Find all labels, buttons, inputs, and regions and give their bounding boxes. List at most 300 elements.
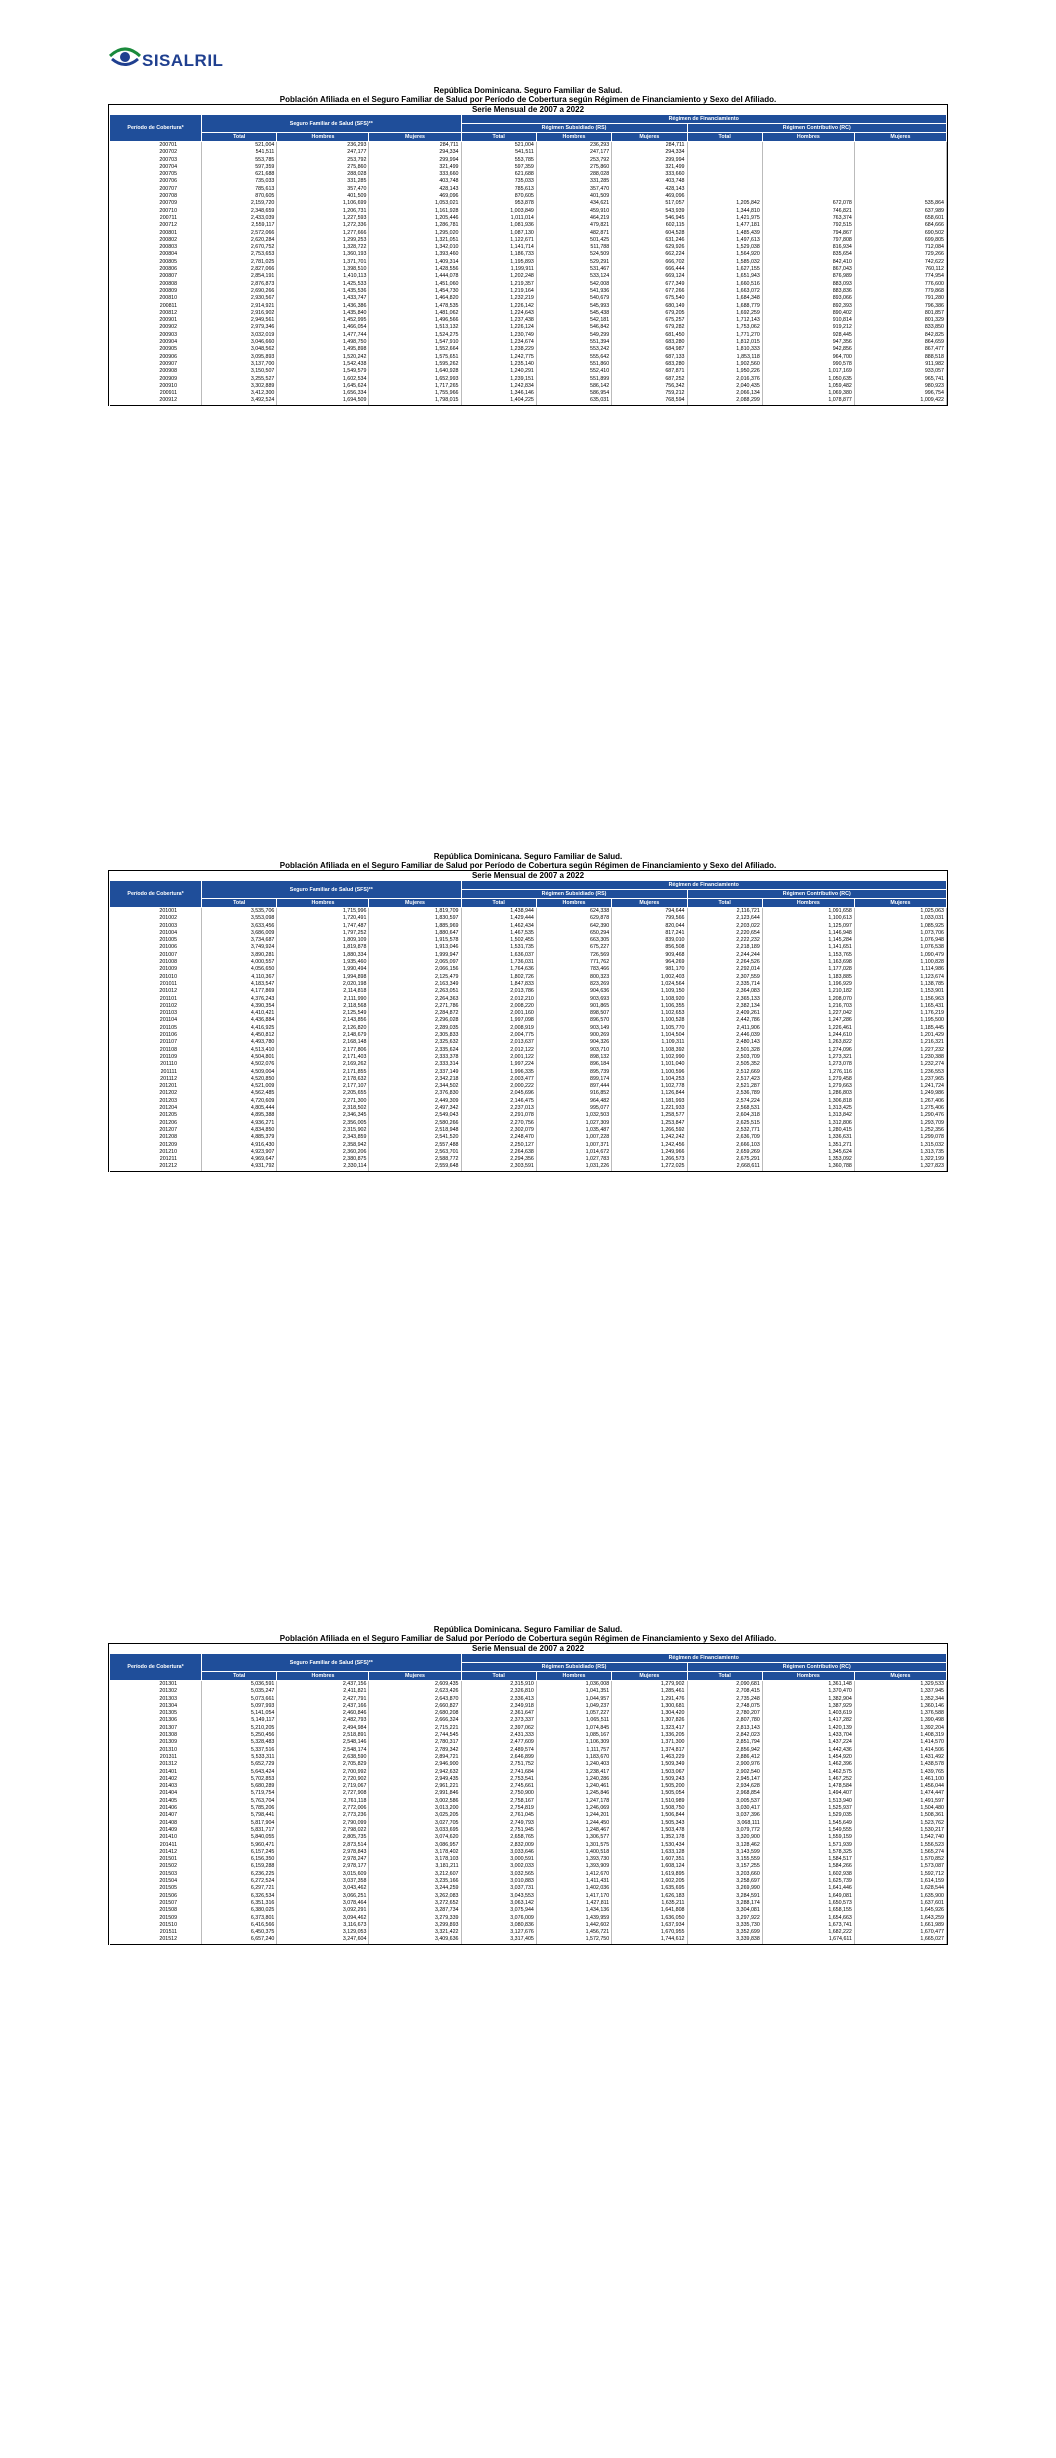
table-row <box>110 222 947 229</box>
value-cell: 1,090,479 <box>854 952 946 959</box>
value-cell: 1,584,266 <box>762 1863 854 1870</box>
value-cell: 2,659,269 <box>687 1149 762 1156</box>
value-cell: 1,456,721 <box>536 1929 611 1936</box>
value-cell: 6,272,524 <box>202 1878 277 1885</box>
value-cell: 771,762 <box>536 959 611 966</box>
value-cell: 776,600 <box>854 281 946 288</box>
table-row <box>110 930 947 937</box>
value-cell: 1,273,078 <box>762 1061 854 1068</box>
header-rc: Régimen Contributivo (RC) <box>687 890 947 899</box>
value-cell: 2,356,005 <box>277 1120 369 1127</box>
value-cell: 5,702,853 <box>202 1776 277 1783</box>
value-cell: 792,515 <box>762 222 854 229</box>
value-cell: 1,279,458 <box>762 1076 854 1083</box>
period-cell: 200902 <box>110 324 202 331</box>
value-cell: 621,688 <box>202 171 277 178</box>
value-cell <box>854 171 946 178</box>
value-cell: 2,271,786 <box>369 1003 461 1010</box>
value-cell: 1,370,470 <box>762 1688 854 1695</box>
value-cell: 1,414,570 <box>854 1739 946 1746</box>
value-cell: 2,360,206 <box>277 1149 369 1156</box>
value-cell: 2,125,549 <box>277 1010 369 1017</box>
value-cell: 1,433,704 <box>762 1732 854 1739</box>
value-cell: 1,312,806 <box>762 1120 854 1127</box>
value-cell: 1,007,228 <box>536 1134 611 1141</box>
value-cell: 1,183,885 <box>762 974 854 981</box>
value-cell: 1,390,498 <box>854 1717 946 1724</box>
value-cell: 2,807,780 <box>687 1717 762 1724</box>
value-cell: 1,291,476 <box>612 1696 687 1703</box>
value-cell: 1,575,651 <box>369 354 461 361</box>
value-cell: 597,359 <box>202 164 277 171</box>
value-cell: 1,571,939 <box>762 1842 854 1849</box>
value-cell: 687,252 <box>612 376 687 383</box>
value-cell: 2,518,948 <box>369 1127 461 1134</box>
value-cell: 876,989 <box>762 273 854 280</box>
value-cell: 2,361,647 <box>461 1710 536 1717</box>
value-cell: 662,224 <box>612 251 687 258</box>
value-cell: 1,286,803 <box>762 1090 854 1097</box>
value-cell: 1,477,181 <box>687 222 762 229</box>
value-cell: 1,478,584 <box>762 1783 854 1790</box>
value-cell: 4,805,444 <box>202 1105 277 1112</box>
value-cell: 542,181 <box>536 317 611 324</box>
value-cell: 1,393,730 <box>536 1856 611 1863</box>
value-cell: 1,286,781 <box>369 222 461 229</box>
value-cell: 3,095,893 <box>202 354 277 361</box>
value-cell: 2,559,648 <box>369 1163 461 1171</box>
value-cell: 1,421,975 <box>687 215 762 222</box>
value-cell: 3,037,731 <box>461 1885 536 1892</box>
value-cell: 898,132 <box>536 1054 611 1061</box>
table-row <box>110 361 947 368</box>
value-cell: 1,915,578 <box>369 937 461 944</box>
value-cell: 2,720,902 <box>277 1776 369 1783</box>
value-cell: 759,212 <box>612 390 687 397</box>
value-cell: 1,078,877 <box>762 397 854 405</box>
value-cell: 541,936 <box>536 288 611 295</box>
period-cell: 201008 <box>110 959 202 966</box>
value-cell: 1,637,601 <box>854 1900 946 1907</box>
value-cell: 1,627,155 <box>687 266 762 273</box>
value-cell: 1,241,724 <box>854 1083 946 1090</box>
period-cell: 201011 <box>110 981 202 988</box>
value-cell: 2,916,902 <box>202 310 277 317</box>
value-cell: 817,241 <box>612 930 687 937</box>
value-cell: 2,751,752 <box>461 1761 536 1768</box>
table-row <box>110 1915 947 1922</box>
value-cell: 1,240,403 <box>536 1761 611 1768</box>
value-cell: 5,149,117 <box>202 1717 277 1724</box>
table-row <box>110 1834 947 1841</box>
value-cell: 3,005,537 <box>687 1798 762 1805</box>
value-cell: 896,184 <box>536 1061 611 1068</box>
value-cell: 1,244,450 <box>536 1820 611 1827</box>
value-cell: 1,635,900 <box>854 1893 946 1900</box>
value-cell: 1,663,072 <box>687 288 762 295</box>
value-cell: 3,076,009 <box>461 1915 536 1922</box>
value-cell: 964,269 <box>612 959 687 966</box>
value-cell: 2,373,337 <box>461 1717 536 1724</box>
value-cell: 1,635,695 <box>612 1885 687 1892</box>
value-cell: 1,352,178 <box>612 1834 687 1841</box>
period-cell: 201409 <box>110 1827 202 1834</box>
value-cell: 899,174 <box>536 1076 611 1083</box>
value-cell: 2,146,475 <box>461 1098 536 1105</box>
value-cell: 1,720,491 <box>277 915 369 922</box>
period-cell: 201511 <box>110 1929 202 1936</box>
value-cell: 2,431,333 <box>461 1732 536 1739</box>
value-cell: 1,420,139 <box>762 1725 854 1732</box>
value-cell: 1,508,361 <box>854 1812 946 1819</box>
value-cell: 3,079,772 <box>687 1827 762 1834</box>
value-cell: 511,788 <box>536 244 611 251</box>
value-cell: 5,798,441 <box>202 1812 277 1819</box>
value-cell: 1,712,143 <box>687 317 762 324</box>
value-cell: 4,376,243 <box>202 996 277 1003</box>
value-cell: 469,096 <box>369 193 461 200</box>
value-cell: 521,004 <box>461 142 536 150</box>
value-cell: 2,945,147 <box>687 1776 762 1783</box>
value-cell: 629,878 <box>536 915 611 922</box>
value-cell: 428,143 <box>369 186 461 193</box>
value-cell: 1,736,031 <box>461 959 536 966</box>
value-cell: 3,043,553 <box>461 1893 536 1900</box>
value-cell: 1,496,566 <box>369 317 461 324</box>
period-cell: 201512 <box>110 1936 202 1944</box>
value-cell: 1,438,578 <box>854 1761 946 1768</box>
value-cell: 2,548,146 <box>277 1739 369 1746</box>
value-cell: 5,719,754 <box>202 1790 277 1797</box>
value-cell: 1,076,948 <box>854 937 946 944</box>
value-cell: 2,961,221 <box>369 1783 461 1790</box>
value-cell: 1,247,178 <box>536 1798 611 1805</box>
value-cell: 5,763,704 <box>202 1798 277 1805</box>
period-cell: 201407 <box>110 1812 202 1819</box>
value-cell: 1,885,969 <box>369 923 461 930</box>
value-cell: 2,501,328 <box>687 1047 762 1054</box>
value-cell: 796,386 <box>854 303 946 310</box>
table-row <box>110 944 947 951</box>
value-cell: 637,989 <box>854 208 946 215</box>
value-cell: 995,077 <box>536 1105 611 1112</box>
value-cell: 552,410 <box>536 368 611 375</box>
value-cell: 3,043,462 <box>277 1885 369 1892</box>
value-cell: 1,153,901 <box>854 988 946 995</box>
value-cell: 1,428,556 <box>369 266 461 273</box>
value-cell: 3,279,339 <box>369 1915 461 1922</box>
title-line-1: República Dominicana. Seguro Familiar de Salud. <box>433 852 623 861</box>
value-cell: 299,994 <box>612 157 687 164</box>
table-row <box>110 237 947 244</box>
value-cell: 1,353,092 <box>762 1156 854 1163</box>
value-cell: 1,513,132 <box>369 324 461 331</box>
value-cell: 890,402 <box>762 310 854 317</box>
value-cell: 5,960,471 <box>202 1842 277 1849</box>
value-cell: 1,252,356 <box>854 1127 946 1134</box>
value-cell: 1,205,842 <box>687 200 762 207</box>
title-line-1: República Dominicana. Seguro Familiar de Salud. <box>433 86 623 95</box>
value-cell: 1,411,431 <box>536 1878 611 1885</box>
value-cell: 4,936,271 <box>202 1120 277 1127</box>
value-cell: 1,477,744 <box>277 332 369 339</box>
period-cell: 201510 <box>110 1922 202 1929</box>
value-cell: 2,549,043 <box>369 1112 461 1119</box>
value-cell: 1,549,579 <box>277 368 369 375</box>
value-cell: 553,242 <box>536 346 611 353</box>
value-cell: 2,934,628 <box>687 1783 762 1790</box>
value-cell: 666,444 <box>612 266 687 273</box>
table-row <box>110 186 947 193</box>
value-cell: 1,299,078 <box>854 1134 946 1141</box>
table-row <box>110 171 947 178</box>
value-cell: 1,427,811 <box>536 1900 611 1907</box>
table-row <box>110 981 947 988</box>
table-row <box>110 1725 947 1732</box>
value-cell: 1,417,282 <box>762 1717 854 1724</box>
value-cell: 2,894,721 <box>369 1754 461 1761</box>
value-cell: 4,183,547 <box>202 981 277 988</box>
value-cell: 3,155,559 <box>687 1856 762 1863</box>
value-cell: 1,108,392 <box>612 1047 687 1054</box>
value-cell: 2,118,568 <box>277 1003 369 1010</box>
value-cell: 1,024,564 <box>612 981 687 988</box>
value-cell: 546,945 <box>612 215 687 222</box>
value-cell: 1,990,494 <box>277 966 369 973</box>
value-cell: 1,530,434 <box>612 1842 687 1849</box>
table-row <box>110 1054 947 1061</box>
period-cell: 201508 <box>110 1907 202 1914</box>
value-cell: 1,123,674 <box>854 974 946 981</box>
value-cell: 1,641,808 <box>612 1907 687 1914</box>
value-cell: 4,562,485 <box>202 1090 277 1097</box>
table-row <box>110 346 947 353</box>
value-cell: 6,297,721 <box>202 1885 277 1892</box>
table-row <box>110 1688 947 1695</box>
value-cell: 3,203,660 <box>687 1871 762 1878</box>
header-rs: Régimen Subsidiado (RS) <box>461 890 687 899</box>
value-cell: 4,923,907 <box>202 1149 277 1156</box>
value-cell: 903,149 <box>536 1025 611 1032</box>
value-cell: 2,203,022 <box>687 923 762 930</box>
value-cell: 1,057,227 <box>536 1710 611 1717</box>
value-cell: 2,409,261 <box>687 1010 762 1017</box>
value-cell <box>687 164 762 171</box>
value-cell: 1,114,986 <box>854 966 946 973</box>
value-cell: 2,237,013 <box>461 1105 536 1112</box>
value-cell: 669,124 <box>612 273 687 280</box>
period-cell: 200804 <box>110 251 202 258</box>
value-cell: 1,509,349 <box>612 1761 687 1768</box>
value-cell <box>762 157 854 164</box>
table-row <box>110 244 947 251</box>
value-cell: 2,620,284 <box>202 237 277 244</box>
header-total: Total <box>461 133 536 142</box>
value-cell: 1,126,844 <box>612 1090 687 1097</box>
value-cell: 1,508,750 <box>612 1805 687 1812</box>
value-cell: 1,625,739 <box>762 1878 854 1885</box>
header-total: Total <box>687 1672 762 1681</box>
value-cell: 1,102,778 <box>612 1083 687 1090</box>
value-cell: 2,482,793 <box>277 1717 369 1724</box>
value-cell: 2,326,810 <box>461 1688 536 1695</box>
table-row <box>110 1717 947 1724</box>
value-cell: 2,040,435 <box>687 383 762 390</box>
value-cell: 3,302,889 <box>202 383 277 390</box>
value-cell: 1,232,274 <box>854 1061 946 1068</box>
value-cell: 1,017,169 <box>762 368 854 375</box>
value-cell: 1,674,611 <box>762 1936 854 1944</box>
value-cell: 1,101,040 <box>612 1061 687 1068</box>
value-cell: 2,758,167 <box>461 1798 536 1805</box>
value-cell: 1,439,959 <box>536 1915 611 1922</box>
period-cell: 201012 <box>110 988 202 995</box>
value-cell: 3,321,422 <box>369 1929 461 1936</box>
value-cell: 1,585,032 <box>687 259 762 266</box>
value-cell: 2,708,415 <box>687 1688 762 1695</box>
value-cell: 1,437,224 <box>762 1739 854 1746</box>
value-cell: 870,605 <box>461 193 536 200</box>
value-cell: 2,125,479 <box>369 974 461 981</box>
value-cell: 683,280 <box>612 339 687 346</box>
value-cell: 746,821 <box>762 208 854 215</box>
value-cell: 4,520,850 <box>202 1076 277 1083</box>
value-cell: 2,497,342 <box>369 1105 461 1112</box>
table-row <box>110 164 947 171</box>
value-cell: 1,497,613 <box>687 237 762 244</box>
period-cell: 201308 <box>110 1732 202 1739</box>
value-cell <box>687 171 762 178</box>
value-cell: 275,860 <box>536 164 611 171</box>
value-cell: 1,100,596 <box>612 1069 687 1076</box>
value-cell: 2,126,820 <box>277 1025 369 1032</box>
value-cell: 3,074,620 <box>369 1834 461 1841</box>
value-cell: 5,141,054 <box>202 1710 277 1717</box>
value-cell: 604,528 <box>612 230 687 237</box>
value-cell: 5,250,456 <box>202 1732 277 1739</box>
value-cell: 2,761,118 <box>277 1798 369 1805</box>
value-cell: 3,066,251 <box>277 1893 369 1900</box>
title-line-3: Serie Mensual de 2007 a 2022 <box>108 104 948 114</box>
value-cell: 1,547,910 <box>369 339 461 346</box>
value-cell: 3,749,924 <box>202 944 277 951</box>
header-mujeres: Mujeres <box>854 1672 946 1681</box>
value-cell: 1,246,069 <box>536 1805 611 1812</box>
value-cell: 2,521,287 <box>687 1083 762 1090</box>
value-cell: 1,085,167 <box>536 1732 611 1739</box>
value-cell: 953,878 <box>461 200 536 207</box>
value-cell: 2,780,317 <box>369 1739 461 1746</box>
value-cell: 5,073,661 <box>202 1696 277 1703</box>
value-cell: 1,847,833 <box>461 981 536 988</box>
value-cell: 2,668,611 <box>687 1163 762 1171</box>
value-cell <box>854 149 946 156</box>
value-cell: 1,694,509 <box>277 397 369 405</box>
value-cell: 2,296,028 <box>369 1017 461 1024</box>
value-cell: 621,688 <box>461 171 536 178</box>
value-cell: 1,106,699 <box>277 200 369 207</box>
value-cell: 2,900,976 <box>687 1761 762 1768</box>
value-cell: 1,183,670 <box>536 1754 611 1761</box>
value-cell: 2,349,918 <box>461 1703 536 1710</box>
table-row <box>110 1790 947 1797</box>
value-cell: 1,913,046 <box>369 944 461 951</box>
value-cell: 357,470 <box>277 186 369 193</box>
value-cell: 236,293 <box>277 142 369 150</box>
value-cell: 1,602,205 <box>612 1878 687 1885</box>
header-rs: Régimen Subsidiado (RS) <box>461 124 687 133</box>
period-cell: 201506 <box>110 1893 202 1900</box>
value-cell: 1,997,224 <box>461 1061 536 1068</box>
value-cell: 2,666,324 <box>369 1717 461 1724</box>
value-cell: 1,414,506 <box>854 1747 946 1754</box>
value-cell: 679,282 <box>612 324 687 331</box>
value-cell: 1,156,963 <box>854 996 946 1003</box>
value-cell: 1,266,592 <box>612 1127 687 1134</box>
eye-logo-icon <box>108 40 142 74</box>
header-total: Total <box>202 133 277 142</box>
value-cell: 4,504,801 <box>202 1054 277 1061</box>
value-cell: 1,176,219 <box>854 1010 946 1017</box>
value-cell: 901,865 <box>536 1003 611 1010</box>
value-cell: 2,978,247 <box>277 1856 369 1863</box>
period-cell: 201211 <box>110 1156 202 1163</box>
period-cell: 201109 <box>110 1054 202 1061</box>
period-cell: 201004 <box>110 930 202 937</box>
value-cell: 1,715,996 <box>277 908 369 916</box>
value-cell: 2,536,789 <box>687 1090 762 1097</box>
period-cell: 201303 <box>110 1696 202 1703</box>
value-cell: 1,224,643 <box>461 310 536 317</box>
period-cell: 201404 <box>110 1790 202 1797</box>
value-cell: 3,335,730 <box>687 1922 762 1929</box>
header-sfs: Seguro Familiar de Salud (SFS)** <box>202 115 461 133</box>
value-cell: 883,836 <box>762 288 854 295</box>
value-cell: 3,339,838 <box>687 1936 762 1944</box>
value-cell: 1,226,142 <box>461 303 536 310</box>
value-cell: 1,481,062 <box>369 310 461 317</box>
value-cell: 2,289,035 <box>369 1025 461 1032</box>
value-cell: 1,461,100 <box>854 1776 946 1783</box>
table-row <box>110 1703 947 1710</box>
value-cell: 284,711 <box>612 142 687 150</box>
period-cell: 201007 <box>110 952 202 959</box>
period-cell: 201309 <box>110 1739 202 1746</box>
value-cell: 1,578,325 <box>762 1849 854 1856</box>
value-cell: 2,088,299 <box>687 397 762 405</box>
value-cell: 1,273,321 <box>762 1054 854 1061</box>
value-cell: 3,086,957 <box>369 1842 461 1849</box>
value-cell: 2,090,681 <box>687 1681 762 1689</box>
value-cell: 1,564,920 <box>687 251 762 258</box>
value-cell: 533,124 <box>536 273 611 280</box>
value-cell: 482,871 <box>536 230 611 237</box>
table-row <box>110 959 947 966</box>
value-cell: 3,304,081 <box>687 1907 762 1914</box>
value-cell: 1,177,028 <box>762 966 854 973</box>
table-row <box>110 288 947 295</box>
value-cell: 428,143 <box>612 186 687 193</box>
value-cell: 1,227,042 <box>762 1010 854 1017</box>
value-cell: 675,257 <box>612 317 687 324</box>
value-cell: 1,196,929 <box>762 981 854 988</box>
value-cell: 6,156,350 <box>202 1856 277 1863</box>
value-cell: 3,320,900 <box>687 1834 762 1841</box>
value-cell: 1,688,779 <box>687 303 762 310</box>
value-cell: 1,753,062 <box>687 324 762 331</box>
value-cell: 4,509,004 <box>202 1069 277 1076</box>
table-row <box>110 251 947 258</box>
